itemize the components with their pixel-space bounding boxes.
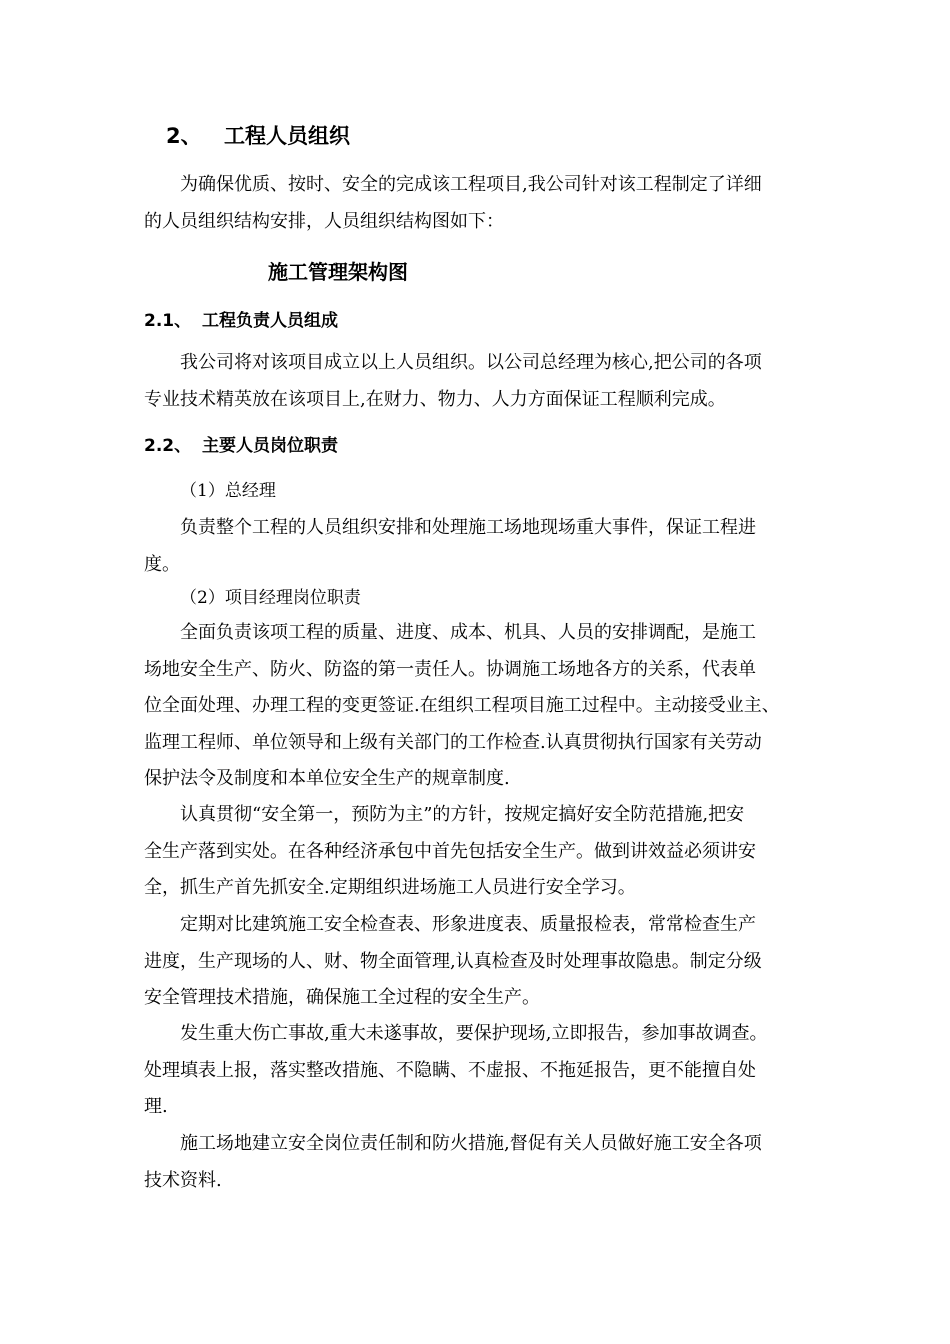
paragraph-line: 进度，生产现场的人、财、物全面管理,认真检查及时处理事故隐患。制定分级: [144, 950, 762, 972]
paragraph-line: 认真贯彻“安全第一，预防为主”的方针，按规定搞好安全防范措施,把安: [180, 804, 745, 825]
paragraph-line: 度。: [144, 553, 180, 575]
paragraph-line: 负责整个工程的人员组织安排和处理施工场地现场重大事件，保证工程进: [180, 517, 756, 538]
pm-paragraph-4: [144, 1016, 824, 1126]
pm-paragraph-3: [144, 907, 824, 1017]
subsection-title: 工程负责人员组成: [202, 311, 338, 331]
paragraph-line: 专业技术精英放在该项目上,在财力、物力、人力方面保证工程顺利完成。: [144, 388, 726, 410]
paragraph-line: 我公司将对该项目成立以上人员组织。以公司总经理为核心,把公司的各项: [180, 352, 762, 373]
paragraph-line: 发生重大伤亡事故,重大未遂事故，要保护现场,立即报告，参加事故调查。: [180, 1023, 768, 1044]
paragraph-line: 施工场地建立安全岗位责任制和防火措施,督促有关人员做好施工安全各项: [180, 1133, 762, 1154]
paragraph-line: 位全面处理、办理工程的变更签证.在组织工程项目施工过程中。主动接受业主、: [144, 695, 780, 716]
subsection-title: 主要人员岗位职责: [202, 436, 338, 456]
pm-paragraph-5: [144, 1126, 824, 1199]
paragraph-line: 技术资料.: [144, 1169, 222, 1191]
paragraph-line: 处理填表上报，落实整改措施、不隐瞒、不虚报、不拖延报告，更不能擅自处: [144, 1059, 756, 1081]
subsection-number: 2.2、: [144, 436, 192, 456]
pm-paragraph-2: [144, 797, 824, 907]
paragraph-line: 全面负责该项工程的质量、进度、成本、机具、人员的安排调配，是施工: [180, 622, 756, 643]
gm-paragraph: [144, 510, 824, 583]
section-heading: [166, 122, 350, 150]
paragraph-line: 场地安全生产、防火、防盗的第一责任人。协调施工场地各方的关系，代表单: [144, 658, 756, 680]
paragraph-line: 为确保优质、按时、安全的完成该工程项目,我公司针对该工程制定了详细: [180, 174, 762, 195]
subsection-heading-2-2: [144, 434, 338, 458]
paragraph-line: 的人员组织结构安排，人员组织结构图如下：: [144, 210, 504, 232]
org-chart-title: 施工管理架构图: [268, 260, 408, 284]
pm-heading: （2）项目经理岗位职责: [180, 588, 361, 608]
paragraph-line: 理.: [144, 1096, 168, 1117]
paragraph-line: 全生产落到实处。在各种经济承包中首先包括安全生产。做到讲效益必须讲安: [144, 840, 756, 862]
section-number: 2、: [166, 124, 202, 148]
subsection-number: 2.1、: [144, 311, 192, 331]
section-title: 工程人员组织: [224, 124, 350, 148]
subsection-heading-2-1: [144, 309, 338, 333]
pm-paragraph-1: [144, 615, 824, 798]
paragraph-line: 安全管理技术措施，确保施工全过程的安全生产。: [144, 987, 540, 1008]
paragraph-2-1: [144, 345, 824, 418]
paragraph-line: 保护法令及制度和本单位安全生产的规章制度.: [144, 768, 510, 789]
gm-heading: （1）总经理: [180, 481, 276, 501]
intro-paragraph: [144, 167, 824, 240]
paragraph-line: 全，抓生产首先抓安全.定期组织进场施工人员进行安全学习。: [144, 877, 636, 898]
paragraph-line: 监理工程师、单位领导和上级有关部门的工作检查.认真贯彻执行国家有关劳动: [144, 731, 762, 753]
paragraph-line: 定期对比建筑施工安全检查表、形象进度表、质量报检表，常常检查生产: [180, 914, 756, 935]
